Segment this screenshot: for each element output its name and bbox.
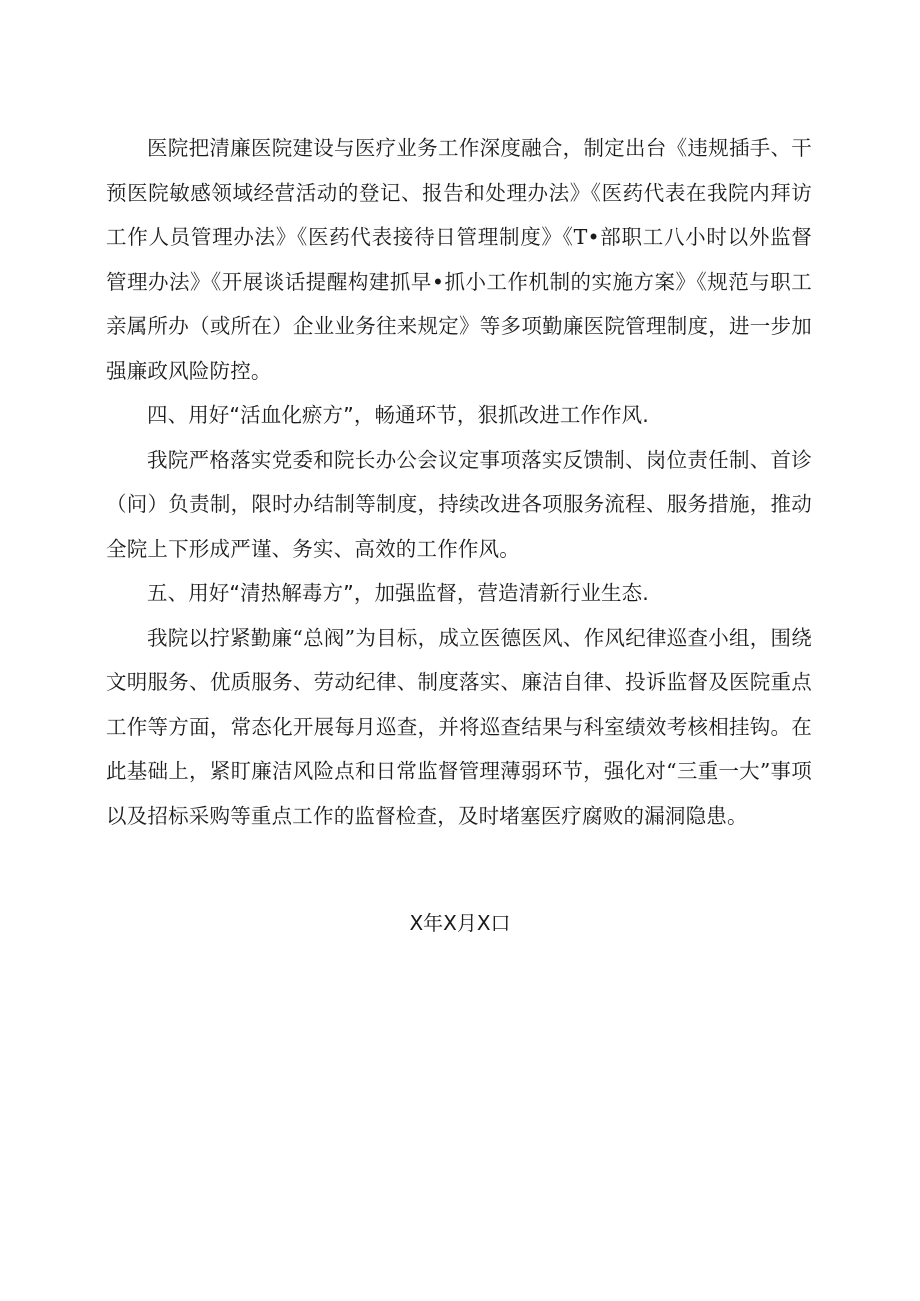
paragraph-supervision: 我院以拧紧勤廉“总阀”为目标，成立医德医风、作风纪律巡查小组，围绕文明服务、优质服务、劳动纪律、制度落实、廉洁自律、投诉监督及医院重点工作等方面，常态化开展每月巡查，并将巡查结果与科室绩效考核相挂钩。在此基础上，紧盯廉洁风险点和日常监督管理薄弱环节，强化对“三重一大”事项以及招标采购等重点工作的监督检查，及时堵塞医疗腐败的漏洞隐患。 [106,625,812,828]
paragraph-work-style: 我院严格落实党委和院长办公会议定事项落实反馈制、岗位责任制、首诊（问）负责制，限时办结制等制度，持续改进各项服务流程、服务措施，推动全院上下形成严谨、务实、高效的工作作风。 [106,447,812,561]
document-date: X年X月X口 [409,911,511,935]
paragraph-hospital-regulations: 医院把清廉医院建设与医疗业务工作深度融合，制定出台《违规插手、干预医院敏感领域经营活动的登记、报告和处理办法》《医药代表在我院内拜访工作人员管理办法》《医药代表接待日管理制度》《T•部职工八小时以外监督管理办法》《开展谈话提醒构建抓早•抓小工作机制的实施方案》《规范与职工亲属所办（或所在）企业业务往来规定》等多项勤廉医院管理制度，进一步加强廉政风险防控。 [106,136,812,383]
document-body [106,126,812,838]
section-heading-four: 四、用好“活血化瘀方”，畅通环节，狠抓改进工作作风. [147,403,649,427]
section-heading-five: 五、用好“清热解毒方”，加强监督，营造清新行业生态. [147,581,649,605]
